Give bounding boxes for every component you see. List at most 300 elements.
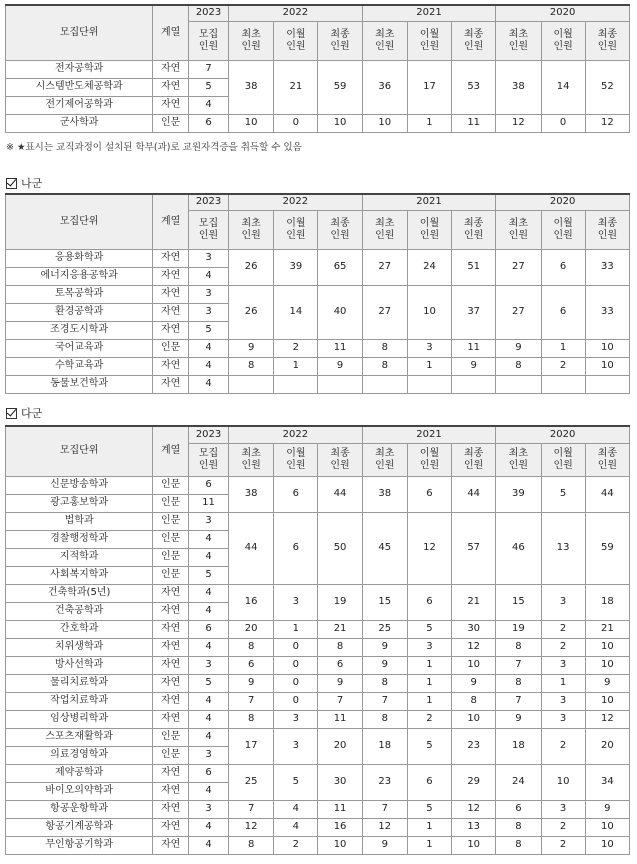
stat-cell: 6 xyxy=(274,476,318,512)
header-year: 2022 xyxy=(229,194,363,210)
header-year: 2020 xyxy=(496,426,630,443)
stat-cell: 15 xyxy=(496,584,541,620)
stat-cell: 38 xyxy=(229,60,274,114)
dept-name: 경찰행정학과 xyxy=(6,530,153,548)
stat-cell: 9 xyxy=(362,638,407,656)
dept-name: 작업치료학과 xyxy=(6,692,153,710)
stat-cell: 10 xyxy=(452,710,496,728)
stat-cell: 0 xyxy=(274,114,318,132)
table-row xyxy=(6,674,630,692)
note-text: ※ ★표시는 교직과정이 설치된 학부(과)로 교원자격증을 취득할 수 있음 xyxy=(6,142,302,153)
recruit-2023: 4 xyxy=(189,530,229,548)
header-unit: 모집단위 xyxy=(6,5,153,60)
stat-cell: 18 xyxy=(496,728,541,764)
stat-cell: 21 xyxy=(274,60,318,114)
dept-name: 토목공학과 xyxy=(6,285,153,303)
header-final: 최종 인원 xyxy=(585,443,629,476)
recruit-2023: 4 xyxy=(189,339,229,357)
stat-cell: 26 xyxy=(229,285,274,339)
dept-series: 자연 xyxy=(153,357,189,375)
header-recruit: 모집 인원 xyxy=(189,443,229,476)
stat-cell: 44 xyxy=(585,476,629,512)
recruit-2023: 4 xyxy=(189,602,229,620)
table-row xyxy=(6,638,630,656)
header-transfer: 이월 인원 xyxy=(541,21,585,60)
stat-cell: 12 xyxy=(407,512,451,584)
recruit-2023: 5 xyxy=(189,566,229,584)
dept-series: 인문 xyxy=(153,548,189,566)
table-row xyxy=(6,710,630,728)
stat-cell xyxy=(229,375,274,393)
stat-cell: 45 xyxy=(362,512,407,584)
recruit-2023: 6 xyxy=(189,620,229,638)
dept-name: 법학과 xyxy=(6,512,153,530)
stat-cell: 30 xyxy=(452,620,496,638)
table-row xyxy=(6,339,630,357)
header-final: 최종 인원 xyxy=(318,210,362,249)
header-transfer: 이월 인원 xyxy=(274,210,318,249)
dept-series: 자연 xyxy=(153,321,189,339)
stat-cell: 18 xyxy=(585,584,629,620)
stat-cell: 10 xyxy=(585,818,629,836)
stat-cell: 2 xyxy=(541,638,585,656)
stat-cell xyxy=(407,375,451,393)
stat-cell: 2 xyxy=(541,357,585,375)
stat-cell: 9 xyxy=(496,710,541,728)
stat-cell: 8 xyxy=(229,357,274,375)
recruit-2023: 4 xyxy=(189,357,229,375)
dept-series: 인문 xyxy=(153,512,189,530)
dept-name: 물리치료학과 xyxy=(6,674,153,692)
stat-cell: 9 xyxy=(318,674,362,692)
header-final: 최종 인원 xyxy=(318,443,362,476)
dept-name: 사회복지학과 xyxy=(6,566,153,584)
stat-cell: 38 xyxy=(362,476,407,512)
stat-cell: 8 xyxy=(496,836,541,854)
dept-name: 무인항공기학과 xyxy=(6,836,153,854)
stat-cell: 1 xyxy=(407,357,451,375)
dept-series: 자연 xyxy=(153,602,189,620)
stat-cell: 29 xyxy=(452,764,496,800)
header-final: 최종 인원 xyxy=(585,21,629,60)
dept-series: 자연 xyxy=(153,96,189,114)
dept-series: 인문 xyxy=(153,746,189,764)
table-row xyxy=(6,764,630,782)
stat-cell: 11 xyxy=(452,114,496,132)
recruit-2023: 5 xyxy=(189,321,229,339)
section-na xyxy=(6,175,42,191)
table-row xyxy=(6,584,630,602)
dept-series: 인문 xyxy=(153,476,189,494)
stat-cell: 10 xyxy=(318,836,362,854)
stat-cell: 5 xyxy=(407,620,451,638)
stat-cell: 9 xyxy=(496,339,541,357)
header-transfer: 이월 인원 xyxy=(541,443,585,476)
header-initial: 최초 인원 xyxy=(362,21,407,60)
stat-cell: 52 xyxy=(585,60,629,114)
stat-cell: 17 xyxy=(407,60,451,114)
dept-series: 인문 xyxy=(153,339,189,357)
stat-cell: 8 xyxy=(229,836,274,854)
stat-cell: 1 xyxy=(407,692,451,710)
dept-name: 전기제어공학과 xyxy=(6,96,153,114)
table-row xyxy=(6,249,630,267)
dept-name: 임상병리학과 xyxy=(6,710,153,728)
dept-name: 의료경영학과 xyxy=(6,746,153,764)
dept-name: 바이오의약학과 xyxy=(6,782,153,800)
stat-cell: 59 xyxy=(585,512,629,584)
header-series: 계열 xyxy=(153,5,189,60)
dept-name: 전자공학과 xyxy=(6,60,153,78)
stat-cell: 3 xyxy=(407,638,451,656)
dept-name: 건축학과(5년) xyxy=(6,584,153,602)
table-row xyxy=(6,728,630,746)
stat-cell: 9 xyxy=(229,674,274,692)
checkbox-icon xyxy=(6,178,17,189)
stat-cell: 18 xyxy=(362,728,407,764)
recruit-2023: 4 xyxy=(189,728,229,746)
dept-series: 자연 xyxy=(153,818,189,836)
stat-cell: 7 xyxy=(318,692,362,710)
dept-series: 자연 xyxy=(153,285,189,303)
stat-cell: 0 xyxy=(274,692,318,710)
dept-series: 자연 xyxy=(153,764,189,782)
recruit-2023: 4 xyxy=(189,584,229,602)
stat-cell: 0 xyxy=(274,656,318,674)
stat-cell: 8 xyxy=(229,638,274,656)
stat-cell: 23 xyxy=(362,764,407,800)
stat-cell: 33 xyxy=(585,249,629,285)
recruit-2023: 3 xyxy=(189,800,229,818)
stat-cell: 10 xyxy=(585,638,629,656)
stat-cell: 20 xyxy=(585,728,629,764)
stat-cell: 9 xyxy=(362,836,407,854)
stat-cell: 9 xyxy=(318,357,362,375)
recruit-2023: 6 xyxy=(189,476,229,494)
dept-name: 국어교육과 xyxy=(6,339,153,357)
stat-cell: 37 xyxy=(452,285,496,339)
header-year: 2023 xyxy=(189,194,229,210)
stat-cell: 8 xyxy=(318,638,362,656)
dept-name: 시스템반도체공학과 xyxy=(6,78,153,96)
stat-cell: 16 xyxy=(318,818,362,836)
stat-cell: 21 xyxy=(585,620,629,638)
stat-cell: 2 xyxy=(541,818,585,836)
stat-cell: 10 xyxy=(585,357,629,375)
header-year: 2022 xyxy=(229,426,363,443)
stat-cell: 19 xyxy=(496,620,541,638)
table-row xyxy=(6,357,630,375)
recruit-2023: 3 xyxy=(189,285,229,303)
stat-cell: 3 xyxy=(274,728,318,764)
recruit-2023: 5 xyxy=(189,78,229,96)
header-final: 최종 인원 xyxy=(452,210,496,249)
admission-table xyxy=(5,193,630,394)
stat-cell: 3 xyxy=(541,800,585,818)
recruit-2023: 11 xyxy=(189,494,229,512)
dept-name: 응용화학과 xyxy=(6,249,153,267)
stat-cell: 11 xyxy=(452,339,496,357)
dept-series: 자연 xyxy=(153,656,189,674)
header-recruit: 모집 인원 xyxy=(189,210,229,249)
stat-cell: 9 xyxy=(585,674,629,692)
stat-cell: 7 xyxy=(229,692,274,710)
stat-cell: 20 xyxy=(318,728,362,764)
stat-cell: 6 xyxy=(541,249,585,285)
stat-cell: 3 xyxy=(541,584,585,620)
stat-cell: 9 xyxy=(229,339,274,357)
stat-cell: 24 xyxy=(407,249,451,285)
stat-cell: 27 xyxy=(496,285,541,339)
header-initial: 최초 인원 xyxy=(362,443,407,476)
dept-name: 항공운항학과 xyxy=(6,800,153,818)
stat-cell: 1 xyxy=(274,357,318,375)
dept-series: 자연 xyxy=(153,800,189,818)
table-row xyxy=(6,836,630,854)
stat-cell: 11 xyxy=(318,800,362,818)
dept-series: 인문 xyxy=(153,728,189,746)
stat-cell: 3 xyxy=(407,339,451,357)
header-year: 2021 xyxy=(362,194,496,210)
stat-cell: 26 xyxy=(229,249,274,285)
stat-cell: 20 xyxy=(229,620,274,638)
stat-cell: 21 xyxy=(318,620,362,638)
stat-cell: 44 xyxy=(318,476,362,512)
stat-cell: 25 xyxy=(229,764,274,800)
stat-cell: 6 xyxy=(496,800,541,818)
stat-cell: 12 xyxy=(496,114,541,132)
stat-cell: 12 xyxy=(452,800,496,818)
dept-series: 자연 xyxy=(153,60,189,78)
header-final: 최종 인원 xyxy=(452,443,496,476)
table-row xyxy=(6,620,630,638)
header-year: 2020 xyxy=(496,194,630,210)
stat-cell: 5 xyxy=(407,800,451,818)
header-year: 2020 xyxy=(496,5,630,21)
header-initial: 최초 인원 xyxy=(496,210,541,249)
stat-cell: 40 xyxy=(318,285,362,339)
recruit-2023: 4 xyxy=(189,638,229,656)
stat-cell: 8 xyxy=(362,357,407,375)
stat-cell: 6 xyxy=(541,285,585,339)
stat-cell: 6 xyxy=(274,512,318,584)
stat-cell: 0 xyxy=(274,674,318,692)
stat-cell: 10 xyxy=(318,114,362,132)
stat-cell: 3 xyxy=(274,584,318,620)
stat-cell: 9 xyxy=(362,656,407,674)
stat-cell: 9 xyxy=(452,674,496,692)
stat-cell: 8 xyxy=(496,674,541,692)
table-row xyxy=(6,800,630,818)
stat-cell: 14 xyxy=(274,285,318,339)
dept-name: 지적학과 xyxy=(6,548,153,566)
header-final: 최종 인원 xyxy=(585,210,629,249)
stat-cell: 10 xyxy=(452,656,496,674)
dept-name: 간호학과 xyxy=(6,620,153,638)
stat-cell: 59 xyxy=(318,60,362,114)
dept-name: 환경공학과 xyxy=(6,303,153,321)
stat-cell: 2 xyxy=(541,620,585,638)
stat-cell xyxy=(585,375,629,393)
stat-cell: 2 xyxy=(274,339,318,357)
stat-cell xyxy=(362,375,407,393)
header-year: 2022 xyxy=(229,5,363,21)
stat-cell: 44 xyxy=(452,476,496,512)
stat-cell: 1 xyxy=(274,620,318,638)
header-final: 최종 인원 xyxy=(452,21,496,60)
stat-cell: 46 xyxy=(496,512,541,584)
header-year: 2023 xyxy=(189,5,229,21)
stat-cell: 9 xyxy=(585,800,629,818)
stat-cell: 10 xyxy=(585,836,629,854)
stat-cell: 0 xyxy=(274,638,318,656)
stat-cell: 8 xyxy=(362,710,407,728)
stat-cell: 39 xyxy=(274,249,318,285)
dept-name: 스포츠재활학과 xyxy=(6,728,153,746)
stat-cell: 11 xyxy=(318,710,362,728)
header-year: 2021 xyxy=(362,426,496,443)
dept-name: 에너지응용공학과 xyxy=(6,267,153,285)
dept-series: 자연 xyxy=(153,710,189,728)
dept-series: 인문 xyxy=(153,566,189,584)
header-initial: 최초 인원 xyxy=(496,443,541,476)
stat-cell: 12 xyxy=(585,114,629,132)
stat-cell: 2 xyxy=(407,710,451,728)
header-initial: 최초 인원 xyxy=(229,210,274,249)
header-unit: 모집단위 xyxy=(6,426,153,476)
stat-cell: 27 xyxy=(496,249,541,285)
stat-cell: 1 xyxy=(407,818,451,836)
recruit-2023: 4 xyxy=(189,818,229,836)
stat-cell: 2 xyxy=(274,836,318,854)
header-series: 계열 xyxy=(153,194,189,249)
stat-cell xyxy=(541,375,585,393)
recruit-2023: 4 xyxy=(189,710,229,728)
dept-name: 방사선학과 xyxy=(6,656,153,674)
header-transfer: 이월 인원 xyxy=(407,210,451,249)
stat-cell: 2 xyxy=(541,728,585,764)
dept-series: 자연 xyxy=(153,249,189,267)
recruit-2023: 4 xyxy=(189,836,229,854)
stat-cell: 53 xyxy=(452,60,496,114)
stat-cell: 1 xyxy=(407,836,451,854)
stat-cell: 10 xyxy=(585,692,629,710)
stat-cell: 38 xyxy=(496,60,541,114)
stat-cell: 2 xyxy=(541,836,585,854)
admission-table xyxy=(5,4,630,133)
header-year: 2023 xyxy=(189,426,229,443)
table-row xyxy=(6,285,630,303)
stat-cell: 30 xyxy=(318,764,362,800)
dept-series: 자연 xyxy=(153,620,189,638)
stat-cell: 10 xyxy=(407,285,451,339)
dept-series: 자연 xyxy=(153,78,189,96)
section-title: 나군 xyxy=(21,177,43,190)
header-transfer: 이월 인원 xyxy=(541,210,585,249)
dept-series: 자연 xyxy=(153,782,189,800)
stat-cell: 44 xyxy=(229,512,274,584)
dept-name: 건축공학과 xyxy=(6,602,153,620)
stat-cell: 8 xyxy=(496,357,541,375)
recruit-2023: 4 xyxy=(189,692,229,710)
section-da xyxy=(6,405,42,421)
table-row xyxy=(6,656,630,674)
stat-cell: 3 xyxy=(541,692,585,710)
stat-cell: 13 xyxy=(541,512,585,584)
dept-name: 항공기계공학과 xyxy=(6,818,153,836)
stat-cell: 10 xyxy=(362,114,407,132)
stat-cell: 24 xyxy=(496,764,541,800)
stat-cell: 7 xyxy=(362,800,407,818)
stat-cell: 8 xyxy=(496,638,541,656)
dept-series: 자연 xyxy=(153,674,189,692)
stat-cell: 19 xyxy=(318,584,362,620)
table-row xyxy=(6,375,630,393)
recruit-2023: 3 xyxy=(189,303,229,321)
stat-cell: 34 xyxy=(585,764,629,800)
recruit-2023: 3 xyxy=(189,249,229,267)
dept-name: 제약공학과 xyxy=(6,764,153,782)
stat-cell: 10 xyxy=(229,114,274,132)
stat-cell: 5 xyxy=(541,476,585,512)
stat-cell xyxy=(452,375,496,393)
dept-series: 자연 xyxy=(153,692,189,710)
dept-name: 동물보건학과 xyxy=(6,375,153,393)
stat-cell: 10 xyxy=(585,656,629,674)
stat-cell: 51 xyxy=(452,249,496,285)
header-recruit: 모집 인원 xyxy=(189,21,229,60)
recruit-2023: 4 xyxy=(189,267,229,285)
dept-series: 인문 xyxy=(153,114,189,132)
header-series: 계열 xyxy=(153,426,189,476)
stat-cell: 4 xyxy=(274,818,318,836)
stat-cell: 14 xyxy=(541,60,585,114)
stat-cell: 8 xyxy=(496,818,541,836)
header-transfer: 이월 인원 xyxy=(407,443,451,476)
table-row xyxy=(6,692,630,710)
header-transfer: 이월 인원 xyxy=(274,21,318,60)
stat-cell: 17 xyxy=(229,728,274,764)
table-row xyxy=(6,60,630,78)
stat-cell: 6 xyxy=(407,764,451,800)
stat-cell: 23 xyxy=(452,728,496,764)
header-initial: 최초 인원 xyxy=(229,443,274,476)
stat-cell: 5 xyxy=(407,728,451,764)
dept-name: 조경도시학과 xyxy=(6,321,153,339)
recruit-2023: 7 xyxy=(189,60,229,78)
dept-name: 치위생학과 xyxy=(6,638,153,656)
stat-cell: 11 xyxy=(318,339,362,357)
stat-cell: 10 xyxy=(585,339,629,357)
stat-cell: 39 xyxy=(496,476,541,512)
stat-cell: 6 xyxy=(229,656,274,674)
header-unit: 모집단위 xyxy=(6,194,153,249)
table-row xyxy=(6,818,630,836)
stat-cell: 8 xyxy=(362,339,407,357)
header-transfer: 이월 인원 xyxy=(407,21,451,60)
stat-cell: 3 xyxy=(541,710,585,728)
recruit-2023: 6 xyxy=(189,764,229,782)
dept-name: 군사학과 xyxy=(6,114,153,132)
stat-cell: 27 xyxy=(362,249,407,285)
stat-cell: 3 xyxy=(541,656,585,674)
dept-name: 신문방송학과 xyxy=(6,476,153,494)
stat-cell: 27 xyxy=(362,285,407,339)
stat-cell: 8 xyxy=(229,710,274,728)
stat-cell: 12 xyxy=(452,638,496,656)
dept-series: 자연 xyxy=(153,836,189,854)
stat-cell: 50 xyxy=(318,512,362,584)
